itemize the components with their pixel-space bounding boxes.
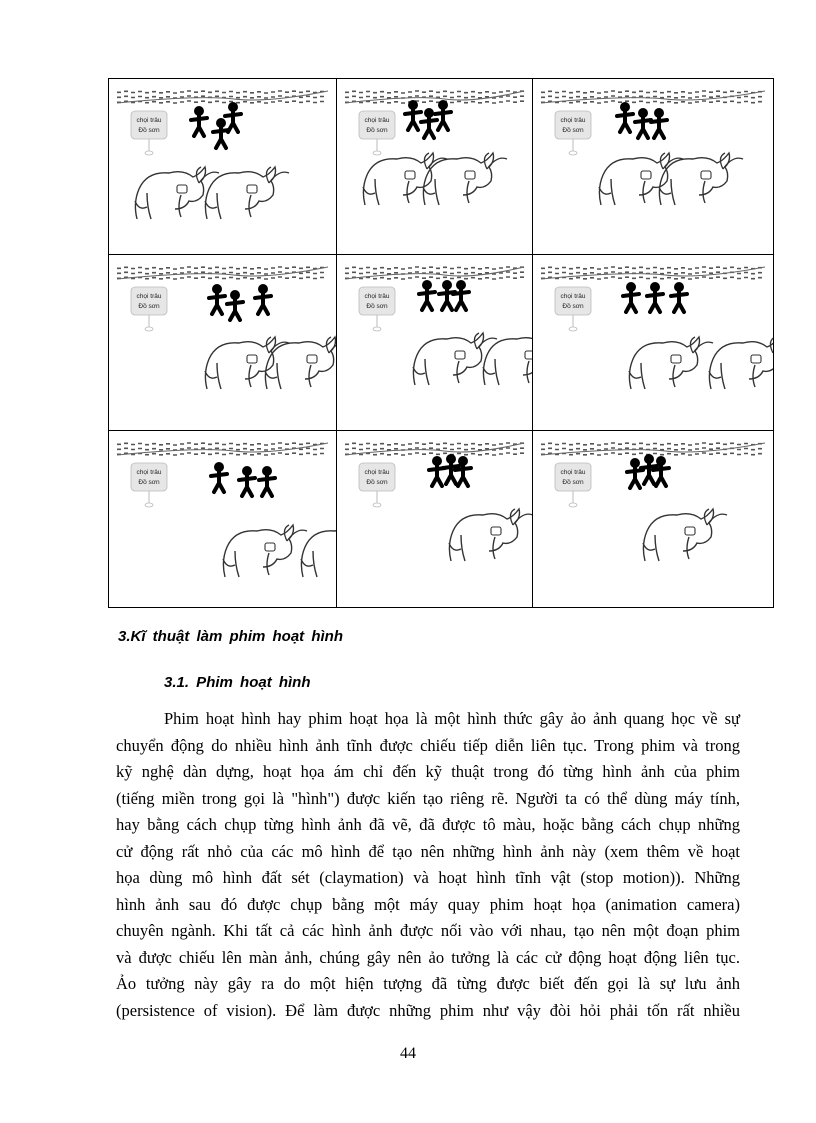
frame-sketch [109, 255, 336, 430]
animation-frames-figure [108, 78, 774, 608]
caption-text: Đồ sơn [366, 303, 388, 310]
buffalo-sketches [363, 153, 507, 205]
buffalo-sketches [449, 509, 532, 561]
stick-figures [429, 454, 471, 486]
frame-sketch [533, 79, 773, 254]
animation-frame [533, 431, 773, 607]
caption-text: Đồ sơn [138, 479, 160, 486]
stick-figures [617, 102, 667, 138]
stick-figures [209, 284, 271, 320]
caption-sign [555, 287, 591, 331]
caption-text: Đồ sơn [562, 479, 584, 486]
frame-sketch [533, 431, 773, 607]
paragraph-line: họa dùng mô hình đất sét (claymation) và hoạt hình tĩnh vật (stop motion)). Những [116, 868, 740, 887]
buffalo-sketches [135, 167, 289, 219]
paragraph-line: cử động rất nhỏ của các mô hình để tạo nên những hình ảnh này (xem thêm về hoạt [116, 841, 740, 861]
section-heading: 3.Kĩ thuật làm phim hoạt hình [118, 628, 343, 645]
frame-sketch [109, 431, 336, 607]
caption-sign [131, 111, 167, 155]
caption-sign [131, 287, 167, 331]
caption-sign [555, 463, 591, 507]
animation-frame [109, 255, 337, 431]
caption-text: Đồ sơn [138, 303, 160, 310]
caption-text: chọi trâu [364, 117, 390, 124]
caption-text: chọi trâu [364, 293, 390, 300]
frame-sketch [337, 255, 532, 430]
caption-text: chọi trâu [136, 117, 162, 124]
sky-scribble [345, 267, 524, 279]
sky-scribble [541, 443, 765, 455]
paragraph-line: Phim hoạt hình hay phim hoạt họa là một hình thức gây ảo ảnh quang học về sự [164, 709, 740, 728]
sky-scribble [117, 91, 328, 103]
caption-text: Đồ sơn [366, 479, 388, 486]
caption-text: Đồ sơn [562, 127, 584, 134]
buffalo-sketches [629, 337, 773, 389]
buffalo-sketches [643, 509, 727, 561]
frame-sketch [533, 255, 773, 430]
stick-figures [623, 282, 687, 312]
buffalo-sketches [223, 525, 336, 577]
paragraph-line: (tiếng miền trong gọi là "hình") được kiến tạo riêng rẽ. Người ta có thể dùng máy tính, [116, 788, 740, 808]
caption-sign [131, 463, 167, 507]
frame-sketch [337, 79, 532, 254]
sky-scribble [117, 267, 328, 279]
buffalo-sketches [599, 153, 743, 205]
stick-figures [627, 454, 669, 488]
animation-frame [109, 431, 337, 607]
paragraph-line: hay bằng cách chụp từng hình ảnh đã vẽ, đã được tô màu, hoặc bằng cách chụp những [116, 815, 740, 834]
caption-sign [555, 111, 591, 155]
paragraph-line: chuyển động do nhiều hình ảnh tĩnh được chiếu tiếp diễn liên tục. Trong phim và trong [116, 735, 740, 755]
caption-sign [359, 463, 395, 507]
frame-sketch [337, 431, 532, 607]
caption-text: chọi trâu [560, 469, 586, 476]
animation-frame [337, 79, 533, 255]
buffalo-sketches [205, 337, 336, 389]
stick-figures [191, 102, 241, 148]
sky-scribble [541, 91, 765, 103]
caption-text: Đồ sơn [138, 127, 160, 134]
stick-figures [419, 280, 469, 310]
animation-frame [533, 79, 773, 255]
buffalo-sketches [413, 333, 532, 385]
caption-text: chọi trâu [560, 117, 586, 124]
stick-figures [405, 100, 451, 138]
section-subheading: 3.1. Phim hoạt hình [164, 674, 311, 691]
sky-scribble [345, 443, 524, 455]
animation-frame [337, 431, 533, 607]
animation-frame [109, 79, 337, 255]
paragraph-line: (persistence of vision). Để làm được những phim như vậy đòi hỏi phải tốn rất nhiều [116, 1000, 740, 1020]
stick-figures [211, 462, 275, 496]
sky-scribble [541, 267, 765, 279]
caption-text: chọi trâu [560, 293, 586, 300]
paragraph-line: Ảo tưởng này gây ra do một hiện tượng đã từng được biết đến gọi là sự lưu ảnh [116, 974, 740, 993]
paragraph-line: và được chiếu lên màn ảnh, chúng gây nên ảo tưởng là các cử động hoạt động liên tục. [116, 947, 740, 967]
caption-sign [359, 111, 395, 155]
paragraph-line: hình ảnh sau đó được chụp bằng một máy quay phim hoạt họa (animation camera) [116, 894, 740, 914]
caption-text: Đồ sơn [562, 303, 584, 310]
paragraph-line: kỹ nghệ dàn dựng, hoạt họa ám chỉ đến kỹ thuật trong đó từng hình ảnh của phim [116, 762, 740, 781]
caption-text: chọi trâu [136, 469, 162, 476]
body-paragraph [116, 706, 740, 1024]
animation-frame [337, 255, 533, 431]
sky-scribble [345, 91, 524, 103]
caption-sign [359, 287, 395, 331]
page-number: 44 [400, 1045, 416, 1062]
caption-text: chọi trâu [364, 469, 390, 476]
sky-scribble [117, 443, 328, 455]
frame-sketch [109, 79, 336, 254]
paragraph-line: chuyên ngành. Khi tất cả các hình ảnh được nối vào với nhau, tạo nên một đoạn phim [116, 921, 740, 940]
caption-text: Đồ sơn [366, 127, 388, 134]
caption-text: chọi trâu [136, 293, 162, 300]
animation-frame [533, 255, 773, 431]
